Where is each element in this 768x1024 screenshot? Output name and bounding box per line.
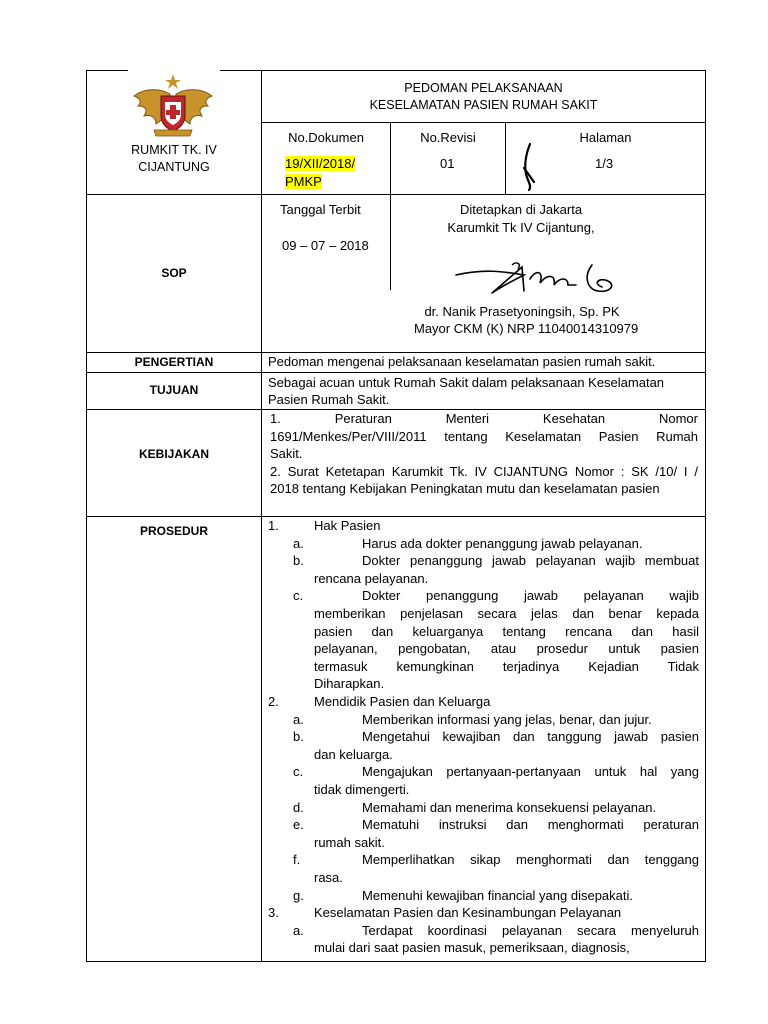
document-title xyxy=(262,80,705,114)
procedure-item-letter: a. xyxy=(293,535,304,551)
procedure-item-text: rasa. xyxy=(314,870,343,885)
procedure-item-text: Dokter penanggung jawab pelayanan wajib xyxy=(362,588,699,604)
procedure-item-text: Mengetahui kewajiban dan tanggung jawab pasien xyxy=(362,729,699,745)
procedure-item-text: tidak dimengerti. xyxy=(314,782,410,797)
procedure-item-text: rumah sakit. xyxy=(314,834,385,850)
procedure-number: 2. xyxy=(268,694,279,709)
kebijakan-p2-line-1: 2. Surat Ketetapan Karumkit Tk. IV CIJANTUNG Nomor : SK /10/ I / xyxy=(270,463,698,479)
procedure-item-text: memberikan penjelasan secara jelas dan benar kepada xyxy=(314,606,699,621)
doc-number-line-2: PMKP xyxy=(285,174,322,189)
kebijakan-p1-line-3: Sakit. xyxy=(270,446,303,461)
prosedur-list xyxy=(262,517,705,961)
title-line-1: PEDOMAN PELAKSANAAN xyxy=(404,81,563,95)
initial-signature xyxy=(518,142,540,194)
pengertian-label: PENGERTIAN xyxy=(134,355,214,369)
issue-date-label: Tanggal Terbit xyxy=(280,202,361,217)
procedure-number: 3. xyxy=(268,905,279,921)
doc-number-label: No.Dokumen xyxy=(288,130,364,145)
procedure-item-text: Dokter penanggung jawab pelayanan wajib membuat xyxy=(362,553,699,569)
sop-label: SOP xyxy=(161,266,187,280)
kebijakan-text xyxy=(270,410,698,498)
procedure-title: Hak Pasien xyxy=(314,518,381,533)
tujuan-line-2: Pasien Rumah Sakit. xyxy=(268,392,390,407)
procedure-item-text: Memperlihatkan sikap menghormati dan tenggang xyxy=(362,852,699,868)
director-signature xyxy=(452,255,622,299)
procedure-item-text: mulai dari saat pasien masuk, pemeriksaan, diagnosis, xyxy=(314,940,630,956)
procedure-title: Mendidik Pasien dan Keluarga xyxy=(314,694,491,709)
kebijakan-p2-line-2: 2018 tentang Kebijakan Peningkatan mutu dan keselamatan pasien xyxy=(270,481,660,496)
procedure-item-text: pasien dan keluarganya tentang rencana dan hasil xyxy=(314,623,699,639)
procedure-item-text: pelayanan, pengobatan, atau prosedur untuk pasien xyxy=(314,641,699,657)
title-line-2: KESELAMATAN PASIEN RUMAH SAKIT xyxy=(369,98,598,112)
procedure-item-text: Diharapkan. xyxy=(314,676,385,692)
procedure-item-letter: e. xyxy=(293,817,304,833)
procedure-item-letter: f. xyxy=(293,852,301,868)
institution-line-2: CIJANTUNG xyxy=(138,160,210,174)
doc-number-line-1: 19/XII/2018/ xyxy=(285,156,356,171)
pengertian-text: Pedoman mengenai pelaksanaan keselamatan pasien rumah sakit. xyxy=(268,354,656,369)
procedure-item-text: Mematuhi instruksi dan menghormati peraturan xyxy=(362,817,699,833)
procedure-item-letter: d. xyxy=(293,799,304,815)
procedure-number: 1. xyxy=(268,518,279,533)
revision-value: 01 xyxy=(440,156,455,171)
doc-number-value xyxy=(285,155,355,191)
kebijakan-p1-line-1: 1. Peraturan Menteri Kesehatan Nomor xyxy=(270,411,698,426)
procedure-item-text: Memberikan informasi yang jelas, benar, dan jujur. xyxy=(362,711,652,727)
star-icon xyxy=(165,74,181,89)
page-value: 1/3 xyxy=(595,156,614,171)
procedure-item-text: Mengajukan pertanyaan-pertanyaan untuk hal yang xyxy=(362,764,699,780)
procedure-item-text: rencana pelayanan. xyxy=(314,570,429,586)
procedure-item-letter: b. xyxy=(293,553,304,569)
kebijakan-p1-line-2: 1691/Menkes/Per/VIII/2011 tentang Keselamatan Pasien Rumah xyxy=(270,428,698,444)
procedure-item-letter: b. xyxy=(293,729,304,745)
procedure-title: Keselamatan Pasien dan Kesinambungan Pelayanan xyxy=(314,905,622,921)
procedure-item-letter: a. xyxy=(293,922,304,938)
tujuan-line-1: Sebagai acuan untuk Rumah Sakit dalam pelaksanaan Keselamatan xyxy=(268,375,665,390)
stipulated-place: Ditetapkan di Jakarta xyxy=(459,202,583,217)
tujuan-label: TUJUAN xyxy=(149,383,199,397)
signatory-name: dr. Nanik Prasetyoningsih, Sp. PK xyxy=(424,304,620,319)
issue-date: 09 – 07 – 2018 xyxy=(282,238,369,253)
procedure-item-letter: a. xyxy=(293,711,304,727)
signatory-rank: Mayor CKM (K) NRP 11040014310979 xyxy=(414,321,639,336)
hospital-logo xyxy=(130,72,216,140)
procedure-item-letter: c. xyxy=(293,588,304,604)
institution-name xyxy=(87,142,261,176)
procedure-item-text: Memenuhi kewajiban financial yang disepakati. xyxy=(362,887,633,903)
procedure-item-letter: g. xyxy=(293,887,304,903)
institution-line-1: RUMKIT TK. IV xyxy=(131,143,217,157)
prosedur-label: PROSEDUR xyxy=(139,524,208,538)
stipulation xyxy=(391,201,651,237)
procedure-item-text: dan keluarga. xyxy=(314,746,393,762)
revision-label: No.Revisi xyxy=(420,130,476,145)
procedure-item-letter: c. xyxy=(293,764,304,780)
kebijakan-label: KEBIJAKAN xyxy=(138,447,209,461)
stipulated-office: Karumkit Tk IV Cijantung, xyxy=(447,220,595,235)
procedure-item-text: Terdapat koordinasi pelayanan secara menyeluruh xyxy=(362,922,699,938)
procedure-item-text: Memahami dan menerima konsekuensi pelayanan. xyxy=(362,799,657,815)
tujuan-text xyxy=(268,374,664,408)
procedure-item-text: Harus ada dokter penanggung jawab pelayanan. xyxy=(362,535,643,551)
procedure-item-text: termasuk kemungkinan terjadinya Kejadian Tidak xyxy=(314,658,699,674)
page-label: Halaman xyxy=(579,130,632,145)
